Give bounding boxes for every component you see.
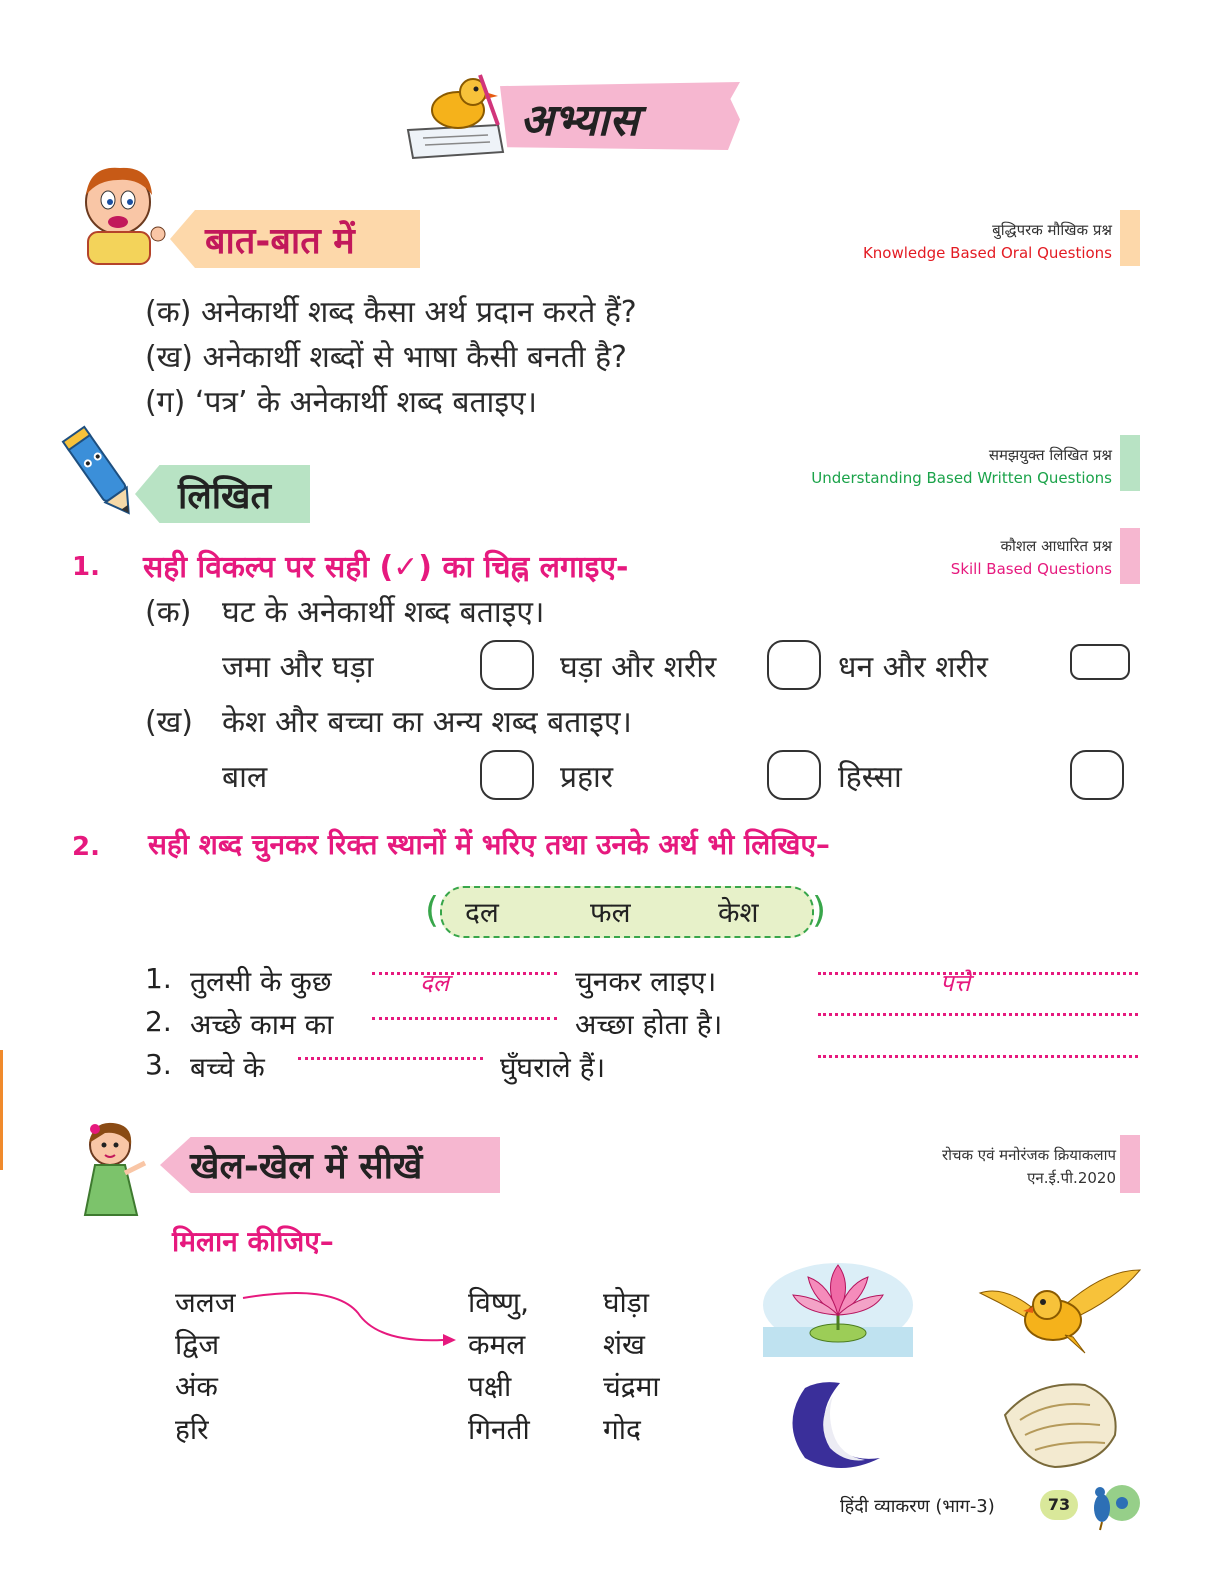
pencil-illustration (55, 420, 145, 525)
lotus-picture (758, 1255, 918, 1365)
match-col1-item: जलज (175, 1286, 236, 1319)
match-col1-item: द्विज (175, 1328, 220, 1361)
match-col3-item: चंद्रमा (603, 1370, 660, 1403)
match-instruction: मिलान कीजिए– (172, 1225, 334, 1258)
q1a-option-3: धन और शरीर (838, 650, 988, 685)
fill-line-1-after: चुनकर लाइए। (575, 965, 717, 998)
oral-question-ka: (क) अनेकार्थी शब्द कैसा अर्थ प्रदान करते हैं? (145, 295, 637, 330)
bird-writing-illustration (388, 70, 518, 160)
choice-word-3: केश (718, 896, 759, 929)
meaning-blank-1[interactable] (818, 972, 1138, 975)
tag-oral-english: Knowledge Based Oral Questions (862, 244, 1112, 262)
fill-line-2-before: अच्छे काम का (190, 1008, 334, 1041)
page-title: अभ्यास (520, 95, 639, 146)
choice-word-1: दल (465, 896, 499, 929)
fill-line-3-after: घुँघराले हैं। (500, 1051, 606, 1084)
question-2-text: सही शब्द चुनकर रिक्त स्थानों में भरिए तथा उनके अर्थ भी लिखिए– (148, 828, 830, 861)
page-edge-marker (0, 1050, 3, 1170)
match-arrow (238, 1288, 463, 1353)
fill-blank-2[interactable] (372, 1017, 557, 1020)
tag-skill-english: Skill Based Questions (950, 560, 1112, 578)
tag-bar-skill (1120, 528, 1140, 584)
tag-bar-activity (1120, 1135, 1140, 1193)
meaning-blank-2[interactable] (818, 1013, 1138, 1016)
match-col1-item: अंक (175, 1370, 218, 1403)
tag-activity-nep: एन.ई.पी.2020 (1027, 1169, 1116, 1187)
q1b-option-2: प्रहार (560, 760, 614, 795)
q1a-question: घट के अनेकार्थी शब्द बताइए। (222, 595, 545, 630)
q1a-label: (क) (145, 595, 192, 630)
tag-oral-hindi: बुद्धिपरक मौखिक प्रश्न (992, 221, 1112, 239)
oral-question-kha: (ख) अनेकार्थी शब्दों से भाषा कैसी बनती है? (145, 340, 627, 375)
tag-written-english: Understanding Based Written Questions (811, 469, 1112, 487)
fill-answer-1: दल (420, 969, 450, 997)
moon-picture (785, 1378, 895, 1478)
q1b-question: केश और बच्चा का अन्य शब्द बताइए। (222, 705, 632, 740)
meaning-answer-1: पत्ते (940, 969, 971, 997)
choices-paren-left: ( (425, 890, 440, 931)
q1b-checkbox-3[interactable] (1070, 750, 1124, 800)
q1a-option-2: घड़ा और शरीर (560, 650, 717, 685)
fill-line-1-number: 1. (145, 962, 172, 995)
fill-blank-3[interactable] (298, 1057, 483, 1060)
bird-picture (975, 1265, 1145, 1360)
girl-illustration (75, 1115, 160, 1225)
q1a-checkbox-3[interactable] (1070, 644, 1130, 680)
peacock-icon (1082, 1478, 1142, 1533)
question-1-text: सही विकल्प पर सही (✓) का चिह्न लगाइए- (143, 550, 629, 585)
fill-line-2-after: अच्छा होता है। (575, 1008, 723, 1041)
tag-bar-oral (1120, 210, 1140, 266)
question-2-number: 2. (72, 832, 100, 862)
footer-book-title: हिंदी व्याकरण (भाग-3) (840, 1496, 995, 1517)
match-col2-item: कमल (468, 1328, 526, 1361)
match-col2-item: विष्णु, (468, 1286, 529, 1319)
tag-skill-hindi: कौशल आधारित प्रश्न (1000, 537, 1112, 555)
fill-line-3-number: 3. (145, 1048, 172, 1081)
section-title-oral: बात-बात में (205, 221, 355, 262)
oral-question-ga: (ग) ‘पत्र’ के अनेकार्थी शब्द बताइए। (145, 385, 538, 420)
q1a-checkbox-1[interactable] (480, 640, 534, 690)
q1b-checkbox-2[interactable] (767, 750, 821, 800)
match-col3-item: शंख (603, 1328, 645, 1361)
page-number: 73 (1040, 1490, 1078, 1520)
boy-illustration (70, 160, 170, 265)
fill-blank-1[interactable] (372, 972, 557, 975)
section-title-activity: खेल-खेल में सीखें (190, 1146, 423, 1187)
choices-paren-right: ) (812, 890, 827, 931)
question-1-number: 1. (72, 552, 100, 582)
fill-line-1-before: तुलसी के कुछ (190, 965, 332, 998)
meaning-blank-3[interactable] (818, 1055, 1138, 1058)
section-title-written: लिखित (178, 476, 272, 517)
tag-written-hindi: समझयुक्त लिखित प्रश्न (988, 446, 1112, 464)
q1a-checkbox-2[interactable] (767, 640, 821, 690)
match-col2-item: गिनती (468, 1413, 530, 1446)
q1b-label: (ख) (145, 705, 193, 740)
fill-line-3-before: बच्चे के (190, 1051, 265, 1084)
match-col1-item: हरि (175, 1413, 209, 1446)
q1a-option-1: जमा और घड़ा (222, 650, 374, 685)
match-col3-item: घोड़ा (603, 1286, 650, 1319)
q1b-checkbox-1[interactable] (480, 750, 534, 800)
q1b-option-3: हिस्सा (838, 760, 902, 795)
q1b-option-1: बाल (222, 760, 268, 795)
fill-line-2-number: 2. (145, 1005, 172, 1038)
tag-bar-written (1120, 435, 1140, 491)
tag-activity-hindi: रोचक एवं मनोरंजक क्रियाकलाप (941, 1146, 1116, 1164)
match-col3-item: गोद (603, 1413, 641, 1446)
choice-word-2: फल (590, 896, 631, 929)
match-col2-item: पक्षी (468, 1370, 512, 1403)
conch-shell-picture (995, 1375, 1125, 1475)
